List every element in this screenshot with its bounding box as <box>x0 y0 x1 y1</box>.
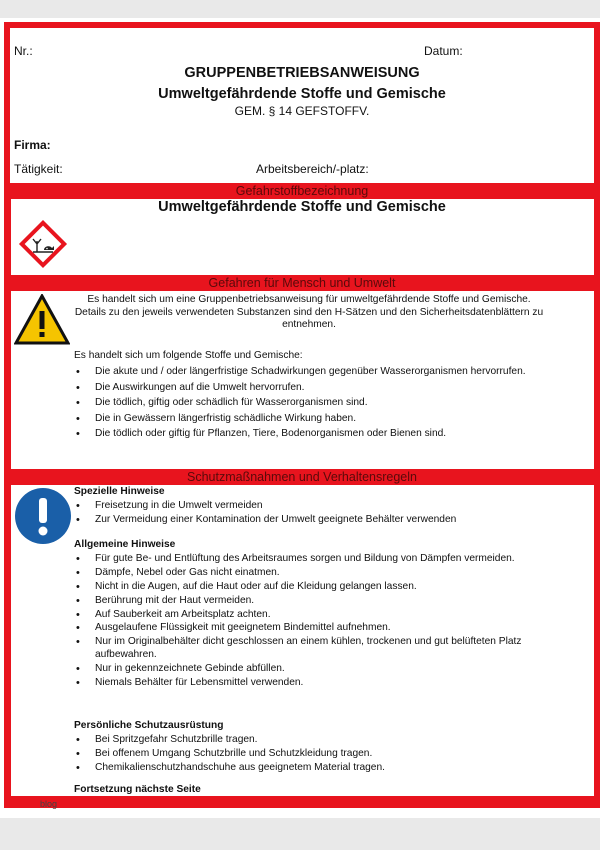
list-item: • Die akute und / oder längerfristige Schadwirkungen gegenüber Wasserorganismen hervorrufen. <box>74 366 534 379</box>
nr-label: Nr.: <box>14 44 33 58</box>
band-gefahrstoffbezeichnung: Gefahrstoffbezeichnung <box>10 183 594 199</box>
firma-label: Firma: <box>14 138 51 152</box>
continuation-note: Fortsetzung nächste Seite <box>74 784 201 795</box>
list-item: • Die Auswirkungen auf die Umwelt hervorrufen. <box>74 382 534 395</box>
list-item: • Zur Vermeidung einer Kontamination der Umwelt geeignete Behälter verwenden <box>74 514 544 527</box>
document-page <box>0 18 600 818</box>
document-title: GRUPPENBETRIEBSANWEISUNG <box>184 65 420 81</box>
hazards-intro: Es handelt sich um eine Gruppenbetriebsanweisung für umweltgefährdende Stoffe und Gemische. Details zu den jeweils verwendeten Substanzen sind den H-Sätzen und den Sicherheitsdatenblättern zu entnehmen. <box>74 294 544 330</box>
general-notes-title: Allgemeine Hinweise <box>74 539 176 550</box>
list-item: • Auf Sauberkeit am Arbeitsplatz achten. <box>74 609 534 622</box>
ghs09-environment-icon <box>18 219 68 269</box>
general-notes-list <box>74 553 534 691</box>
band-gefahren: Gefahren für Mensch und Umwelt <box>10 275 594 291</box>
list-item: • Bei offenem Umgang Schutzbrille und Schutzkleidung tragen. <box>74 748 544 761</box>
list-item: • Freisetzung in die Umwelt vermeiden <box>74 500 544 513</box>
list-item: • Nur in gekennzeichnete Gebinde abfüllen. <box>74 663 534 676</box>
warning-triangle-icon <box>14 294 70 346</box>
hazards-list <box>74 366 534 444</box>
taetigkeit-label: Tätigkeit: <box>14 162 63 176</box>
list-item: • Dämpfe, Nebel oder Gas nicht einatmen. <box>74 567 534 580</box>
special-notes-list <box>74 500 544 528</box>
list-item: • Nur im Originalbehälter dicht geschlossen an einem kühlen, trockenen und gut belüfteten Platz aufbewahren. <box>74 636 534 661</box>
list-item: • Die tödlich oder giftig für Pflanzen, Tiere, Bodenorganismen oder Bienen sind. <box>74 428 534 441</box>
list-item: • Nicht in die Augen, auf die Haut oder auf die Kleidung gelangen lassen. <box>74 581 534 594</box>
list-item: • Berührung mit der Haut vermeiden. <box>74 595 534 608</box>
arbeitsbereich-label: Arbeitsbereich/-platz: <box>256 162 369 176</box>
list-item: • Die tödlich, giftig oder schädlich für Wasserorganismen sind. <box>74 397 534 410</box>
list-item: • Chemikalienschutzhandschuhe aus geeignetem Material tragen. <box>74 762 544 775</box>
footer-strip <box>10 796 594 802</box>
list-item: • Die in Gewässern längerfristig schädliche Wirkung haben. <box>74 413 534 426</box>
hazards-list-intro: Es handelt sich um folgende Stoffe und Gemische: <box>74 350 303 361</box>
ppe-title: Persönliche Schutzausrüstung <box>74 720 224 731</box>
ppe-list <box>74 734 544 776</box>
list-item: • Bei Spritzgefahr Schutzbrille tragen. <box>74 734 544 747</box>
watermark: blog <box>40 799 58 809</box>
special-notes-title: Spezielle Hinweise <box>74 486 165 497</box>
datum-label: Datum: <box>424 44 463 58</box>
document-frame <box>4 22 600 808</box>
list-item: • Ausgelaufene Flüssigkeit mit geeignetem Bindemittel aufnehmen. <box>74 622 534 635</box>
mandatory-exclamation-icon <box>14 487 72 545</box>
regulation-reference: GEM. § 14 GEFSTOFFV. <box>234 104 370 118</box>
band-schutzmassnahmen: Schutzmaßnahmen und Verhaltensregeln <box>10 469 594 485</box>
substance-name: Umweltgefährdende Stoffe und Gemische <box>158 199 446 215</box>
document-subtitle: Umweltgefährdende Stoffe und Gemische <box>158 86 446 102</box>
list-item: • Niemals Behälter für Lebensmittel verwenden. <box>74 677 534 690</box>
list-item: • Für gute Be- und Entlüftung des Arbeitsraumes sorgen und Bildung von Dämpfen vermeiden. <box>74 553 534 566</box>
